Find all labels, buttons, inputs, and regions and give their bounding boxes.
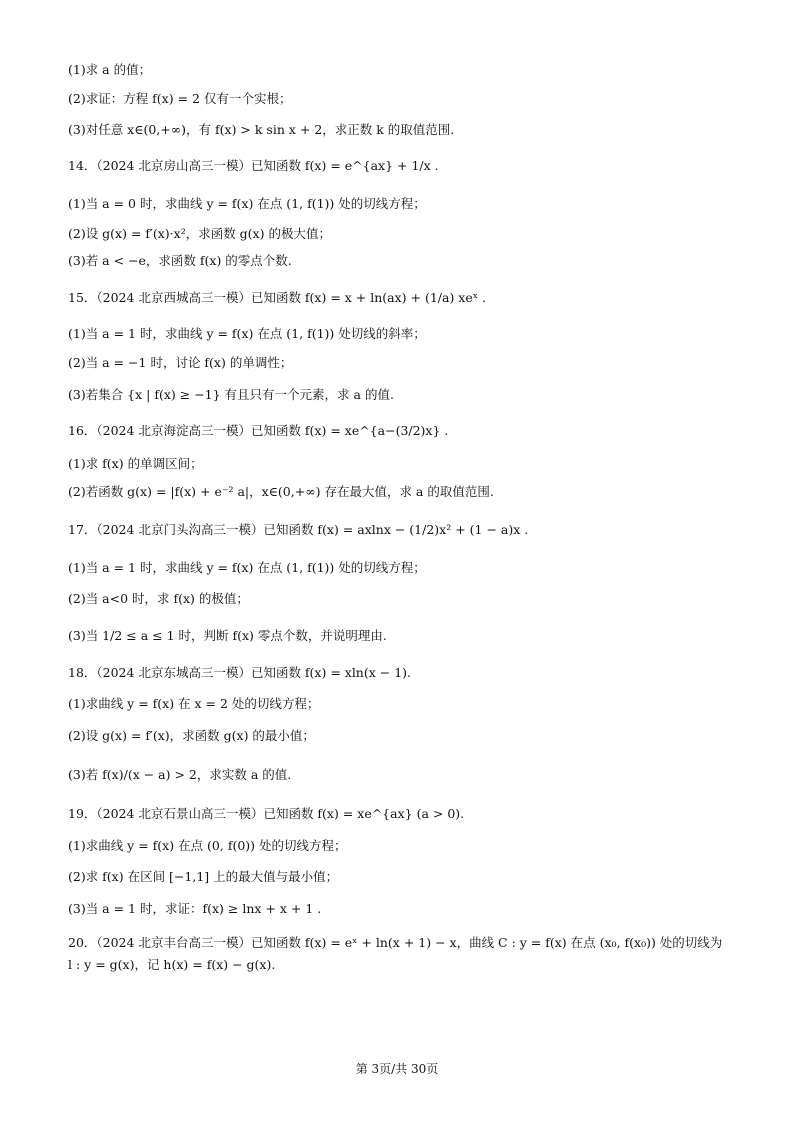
- question-heading: 15．（2024 北京西城高三一模）已知函数 f(x) = x + ln(ax) + (1/a) xeˣ .: [68, 290, 486, 305]
- question-heading: 14．（2024 北京房山高三一模）已知函数 f(x) = e^{ax} + 1/x .: [68, 158, 439, 173]
- question-heading: 20．（2024 北京丰台高三一模）已知函数 f(x) = eˣ + ln(x + 1) − x，曲线 C : y = f(x) 在点 (x₀, f(x₀)) 处的切线为 l : y = g(x)，记 h(x) = f(x) − g(x).: [68, 935, 723, 972]
- text-line: (2)当 a<0 时，求 f(x) 的极值；: [68, 591, 249, 606]
- text-line: (2)求 f(x) 在区间 [−1,1] 上的最大值与最小值；: [68, 869, 339, 884]
- text-line: (3)对任意 x∈(0,+∞)，有 f(x) > k sin x + 2，求正数 k 的取值范围.: [68, 122, 455, 137]
- question-heading: 19．（2024 北京石景山高三一模）已知函数 f(x) = xe^{ax} (a > 0).: [68, 806, 465, 821]
- text-line: (2)若函数 g(x) = |f(x) + e⁻² a|，x∈(0,+∞) 存在最大值，求 a 的取值范围.: [68, 484, 494, 499]
- text-line: (3)当 1/2 ≤ a ≤ 1 时，判断 f(x) 零点个数，并说明理由.: [68, 628, 387, 643]
- text-line: (3)若 f(x)/(x − a) > 2，求实数 a 的值.: [68, 767, 292, 782]
- question-heading: 17．（2024 北京门头沟高三一模）已知函数 f(x) = axlnx − (1/2)x² + (1 − a)x .: [68, 522, 529, 537]
- text-line: (2)设 g(x) = f′(x)，求函数 g(x) 的最小值；: [68, 728, 315, 743]
- text-line: (1)求 f(x) 的单调区间；: [68, 456, 203, 471]
- text-line: (3)当 a = 1 时，求证：f(x) ≥ lnx + x + 1 .: [68, 901, 322, 916]
- text-line: (2)求证：方程 f(x) = 2 仅有一个实根；: [68, 91, 292, 106]
- text-line: (1)当 a = 0 时，求曲线 y = f(x) 在点 (1, f(1)) 处的切线方程；: [68, 196, 426, 211]
- text-line: (1)求曲线 y = f(x) 在 x = 2 处的切线方程；: [68, 696, 320, 711]
- page-footer: 第 3页/共 30页: [355, 1062, 439, 1076]
- text-line: (3)若 a < −e，求函数 f(x) 的零点个数.: [68, 253, 292, 268]
- text-line: (1)求曲线 y = f(x) 在点 (0, f(0)) 处的切线方程；: [68, 838, 347, 853]
- text-line: (1)当 a = 1 时，求曲线 y = f(x) 在点 (1, f(1)) 处切线的斜率；: [68, 326, 426, 341]
- text-line: (1)求 a 的值；: [68, 62, 152, 77]
- question-heading: 16．（2024 北京海淀高三一模）已知函数 f(x) = xe^{a−(3/2)x} .: [68, 423, 449, 438]
- text-line: (1)当 a = 1 时，求曲线 y = f(x) 在点 (1, f(1)) 处的切线方程；: [68, 560, 426, 575]
- question-heading: 18．（2024 北京东城高三一模）已知函数 f(x) = xln(x − 1).: [68, 665, 412, 680]
- text-line: (2)设 g(x) = f′(x)·x²，求函数 g(x) 的极大值；: [68, 226, 331, 241]
- text-line: (3)若集合 {x | f(x) ≥ −1} 有且只有一个元素，求 a 的值.: [68, 387, 394, 402]
- text-line: (2)当 a = −1 时，讨论 f(x) 的单调性；: [68, 355, 293, 370]
